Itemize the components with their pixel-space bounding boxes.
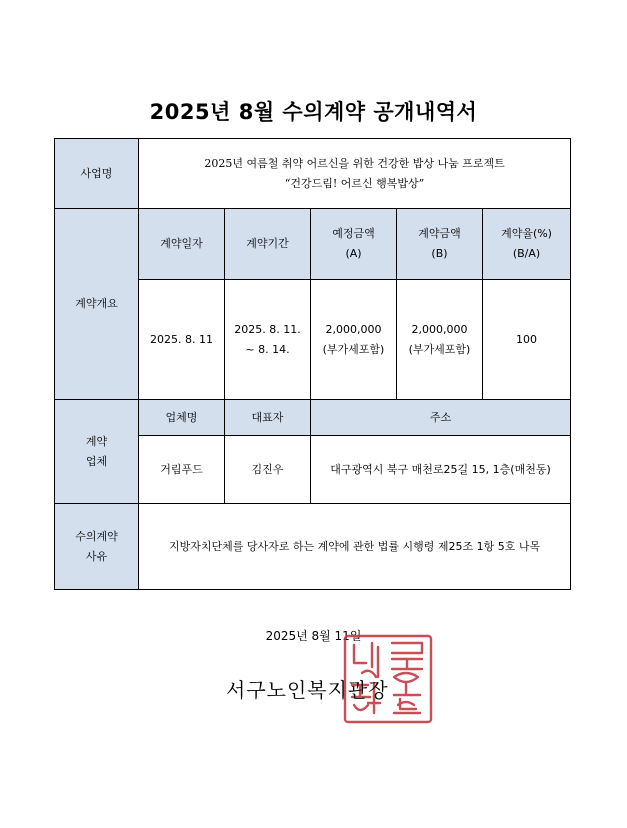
estimated-amount-note: (부가세포함)	[322, 342, 385, 356]
reason-row	[55, 504, 571, 590]
contract-amount-header-code: (B)	[431, 247, 448, 260]
reason-text: 지방자치단체를 당사자로 하는 계약에 관한 법률 시행령 제25조 1항 5호 나목	[139, 504, 571, 590]
business-name-line2: “건강드림! 어르신 행복밥상”	[284, 176, 425, 190]
contract-rate-value: 100	[483, 280, 571, 400]
vendor-label-line1: 계약	[85, 434, 108, 448]
contract-overview-label: 계약개요	[55, 209, 139, 400]
vendor-address-value: 대구광역시 북구 매천로25길 15, 1층(매천동)	[311, 436, 571, 504]
business-label: 사업명	[55, 139, 139, 209]
contract-date-header: 계약일자	[139, 209, 225, 280]
contract-period-value	[225, 280, 311, 400]
contract-table	[54, 138, 571, 590]
vendor-label	[55, 400, 139, 504]
estimated-amount-value	[311, 280, 397, 400]
contract-header-row	[55, 209, 571, 280]
business-name-line1: 2025년 여름철 취약 어르신을 위한 건강한 밥상 나눔 프로젝트	[204, 156, 505, 170]
contract-amount-note: (부가세포함)	[408, 342, 471, 356]
vendor-address-header: 주소	[311, 400, 571, 436]
estimated-amount-header-code: (A)	[345, 247, 362, 260]
vendor-label-line2: 업체	[85, 454, 108, 468]
business-row	[55, 139, 571, 209]
contract-amount-value	[397, 280, 483, 400]
vendor-name-header: 업체명	[139, 400, 225, 436]
contract-amount-header	[397, 209, 483, 280]
estimated-amount-header-label: 예정금액	[332, 227, 375, 240]
contract-amount-number: 2,000,000	[411, 322, 468, 336]
contract-rate-header	[483, 209, 571, 280]
reason-label-line1: 수의계약	[75, 529, 118, 543]
vendor-rep-value: 김진우	[225, 436, 311, 504]
vendor-name-value: 거림푸드	[139, 436, 225, 504]
vendor-header-row	[55, 400, 571, 436]
estimated-amount-header	[311, 209, 397, 280]
contract-rate-header-formula: (B/A)	[512, 247, 541, 260]
issue-date: 2025년 8월 11일	[265, 629, 362, 643]
contract-period-end: ~ 8. 14.	[245, 342, 290, 356]
document-title: 2025년 8월 수의계약 공개내역서	[149, 100, 478, 124]
organization-name: 서구노인복지관장	[226, 678, 389, 702]
contract-rate-header-label: 계약율(%)	[501, 227, 552, 240]
contract-period-start: 2025. 8. 11.	[234, 322, 301, 336]
contract-period-header: 계약기간	[225, 209, 311, 280]
business-name-cell	[139, 139, 571, 209]
estimated-amount-number: 2,000,000	[325, 322, 382, 336]
vendor-rep-header: 대표자	[225, 400, 311, 436]
contract-date-value: 2025. 8. 11	[139, 280, 225, 400]
reason-label-line2: 사유	[85, 549, 108, 563]
reason-label	[55, 504, 139, 590]
contract-amount-header-label: 계약금액	[418, 227, 461, 240]
